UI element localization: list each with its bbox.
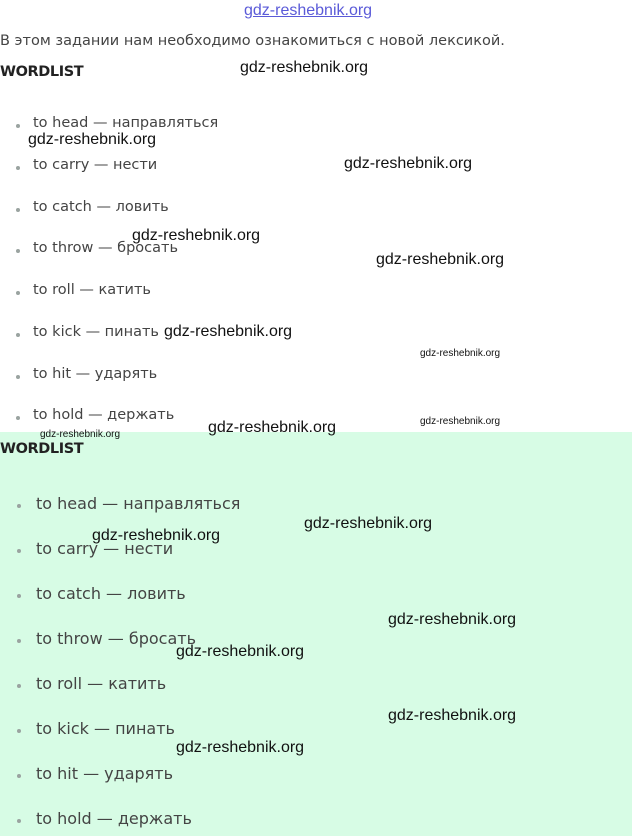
bullet-icon bbox=[17, 549, 21, 553]
wordlist-entry: to head — направляться bbox=[33, 115, 219, 131]
bullet-icon bbox=[16, 416, 20, 420]
watermark-text: gdz-reshebnik.org bbox=[388, 611, 517, 628]
watermark-text: gdz-reshebnik.org bbox=[132, 227, 261, 244]
watermark-text: gdz-reshebnik.org bbox=[28, 131, 157, 148]
watermark-text: gdz-reshebnik.org bbox=[240, 59, 369, 76]
intro-text: В этом задании нам необходимо ознакомиться с новой лексикой. bbox=[0, 33, 505, 49]
wordlist-entry: to head — направляться bbox=[36, 494, 241, 513]
watermark-text: gdz-reshebnik.org bbox=[388, 707, 517, 724]
bullet-icon bbox=[16, 375, 20, 379]
watermark-text: gdz-reshebnik.org bbox=[420, 416, 501, 427]
wordlist-entry: to hold — держать bbox=[33, 407, 175, 423]
wordlist-entry: to throw — бросать bbox=[36, 629, 196, 648]
bullet-icon bbox=[17, 684, 21, 688]
bullet-icon bbox=[16, 291, 20, 295]
watermark-text: gdz-reshebnik.org bbox=[376, 251, 505, 268]
watermark-text: gdz-reshebnik.org bbox=[40, 429, 121, 440]
wordlist-entry: to catch — ловить bbox=[36, 584, 186, 603]
bullet-icon bbox=[17, 639, 21, 643]
watermark-text: gdz-reshebnik.org bbox=[304, 515, 433, 532]
watermark-text: gdz-reshebnik.org bbox=[208, 419, 337, 436]
wordlist-entry: to throw — бросать bbox=[33, 240, 178, 256]
wordlist-entry: to hit — ударять bbox=[36, 764, 174, 783]
watermark-text: gdz-reshebnik.org bbox=[176, 739, 305, 756]
bullet-icon bbox=[16, 124, 20, 128]
bullet-icon bbox=[17, 819, 21, 823]
bullet-icon bbox=[17, 729, 21, 733]
bullet-icon bbox=[16, 333, 20, 337]
wordlist-entry: to catch — ловить bbox=[33, 199, 169, 215]
wordlist-heading: WORDLIST bbox=[0, 441, 84, 457]
wordlist-entry: to carry — нести bbox=[36, 539, 174, 558]
wordlist-entry: to carry — нести bbox=[33, 157, 158, 173]
wordlist-entry: to hold — держать bbox=[36, 809, 192, 828]
wordlist-entry: to kick — пинать bbox=[33, 324, 159, 340]
wordlist-entry: to hit — ударять bbox=[33, 366, 158, 382]
wordlist-entry: to roll — катить bbox=[36, 674, 167, 693]
watermark-text: gdz-reshebnik.org bbox=[344, 155, 473, 172]
bullet-icon bbox=[17, 504, 21, 508]
bullet-icon bbox=[16, 208, 20, 212]
bullet-icon bbox=[16, 166, 20, 170]
bullet-icon bbox=[16, 249, 20, 253]
wordlist-heading: WORDLIST bbox=[0, 64, 84, 80]
site-link[interactable]: gdz-reshebnik.org bbox=[244, 2, 373, 19]
wordlist-entry: to kick — пинать bbox=[36, 719, 175, 738]
watermark-text: gdz-reshebnik.org bbox=[164, 323, 293, 340]
watermark-text: gdz-reshebnik.org bbox=[176, 643, 305, 660]
bullet-icon bbox=[17, 594, 21, 598]
bullet-icon bbox=[17, 774, 21, 778]
watermark-text: gdz-reshebnik.org bbox=[420, 348, 501, 359]
wordlist-entry: to roll — катить bbox=[33, 282, 151, 298]
watermark-text: gdz-reshebnik.org bbox=[92, 527, 221, 544]
